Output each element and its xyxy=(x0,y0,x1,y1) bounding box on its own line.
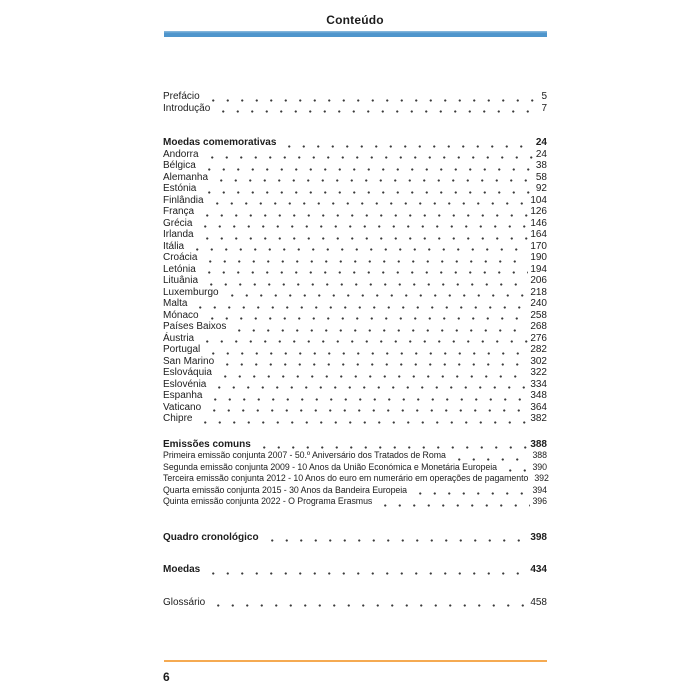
toc-row xyxy=(163,229,547,241)
toc-page-number: 24 xyxy=(535,137,547,148)
toc-page-number: 38 xyxy=(535,160,547,171)
toc-row xyxy=(163,137,547,149)
toc-page-number: 194 xyxy=(530,263,547,275)
toc-row xyxy=(163,241,547,253)
toc-entry-label: Estónia xyxy=(163,183,197,194)
toc-dot-leader xyxy=(201,255,528,263)
toc-page-number: 458 xyxy=(530,596,547,608)
toc-page-number: 164 xyxy=(530,229,547,240)
toc-row xyxy=(163,183,547,195)
toc-row xyxy=(163,252,547,264)
toc-page-number: 348 xyxy=(530,390,547,401)
toc-entry-label: Quarta emissão conjunta 2015 - 30 Anos da Bandeira Europeia xyxy=(163,484,408,495)
toc-page-number: 388 xyxy=(532,450,547,460)
toc-row xyxy=(163,462,547,474)
toc-entry-label: França xyxy=(163,206,195,217)
toc-entry-label: Malta xyxy=(163,298,188,309)
toc-page-number: 190 xyxy=(530,252,547,263)
toc-page-number: 92 xyxy=(535,183,547,194)
toc-page-number: 24 xyxy=(535,148,547,160)
toc-page-number: 104 xyxy=(530,194,547,206)
toc-page-number: 398 xyxy=(530,531,547,543)
toc-dot-leader xyxy=(216,370,528,378)
toc-dot-leader xyxy=(214,105,539,113)
toc-entry-label: Mónaco xyxy=(163,309,199,321)
toc-entry-label: Chipre xyxy=(163,413,193,424)
toc-page-number: 276 xyxy=(530,332,547,344)
toc-page-number: 322 xyxy=(530,367,547,378)
toc-page-number: 7 xyxy=(541,102,547,114)
toc-entry-label: Segunda emissão conjunta 2009 - 10 Anos da União Económica e Monetária Europeia xyxy=(163,461,497,472)
toc-row xyxy=(163,379,547,391)
header-rule xyxy=(164,31,547,37)
toc-page-number: 334 xyxy=(530,378,547,390)
toc-row xyxy=(163,103,547,115)
toc-row xyxy=(163,195,547,207)
toc-dot-leader xyxy=(196,220,528,228)
toc-page-number: 258 xyxy=(530,309,547,321)
toc-dot-leader xyxy=(212,174,534,182)
toc-dot-leader xyxy=(200,186,534,194)
toc-row xyxy=(163,402,547,414)
toc-group-glossary xyxy=(163,597,547,609)
toc-page-number: 394 xyxy=(532,484,547,495)
toc-entry-label: Andorra xyxy=(163,148,199,160)
toc-dot-leader xyxy=(501,464,530,472)
toc-entry-label: Moedas xyxy=(163,564,201,575)
toc-entry-label: Lituânia xyxy=(163,275,199,286)
toc-entry-label: Países Baixos xyxy=(163,321,227,332)
toc-entry-label: Eslováquia xyxy=(163,367,212,378)
toc-dot-leader xyxy=(200,266,529,274)
toc-dot-leader xyxy=(204,567,528,575)
toc-entry-label: Letónia xyxy=(163,263,196,275)
toc-entry-label: Finlândia xyxy=(163,194,204,206)
toc-entry-label: Emissões comuns xyxy=(163,438,251,450)
toc-entry-label: Introdução xyxy=(163,102,211,114)
toc-page-number: 302 xyxy=(530,355,547,367)
toc-row xyxy=(163,206,547,218)
toc-dot-leader xyxy=(376,499,530,507)
toc-group-coins xyxy=(163,564,547,576)
toc-dot-leader xyxy=(202,278,528,286)
toc-row xyxy=(163,439,547,451)
toc-entry-label: Prefácio xyxy=(163,91,200,102)
toc-entry-label: Croácia xyxy=(163,252,198,263)
toc-row xyxy=(163,597,547,609)
toc-row xyxy=(163,264,547,276)
toc-dot-leader xyxy=(280,140,533,148)
toc-entry-label: Grécia xyxy=(163,217,193,229)
toc-row xyxy=(163,356,547,368)
toc-dot-leader xyxy=(230,324,528,332)
toc-row xyxy=(163,496,547,508)
toc-entry-label: Primeira emissão conjunta 2007 - 50.º Aniversário dos Tratados de Roma xyxy=(163,450,446,460)
toc-dot-leader xyxy=(203,151,534,159)
toc-dot-leader xyxy=(210,381,528,389)
toc-entry-label: Quadro cronológico xyxy=(163,531,259,543)
toc-page-number: 382 xyxy=(530,413,547,424)
toc-page-number: 5 xyxy=(541,91,547,102)
toc-dot-leader xyxy=(203,312,529,320)
toc-page-number: 218 xyxy=(530,286,547,298)
toc-page-number: 206 xyxy=(530,275,547,286)
toc-group-joint-issues xyxy=(163,439,547,508)
toc-row xyxy=(163,149,547,161)
toc-page-number: 392 xyxy=(534,473,549,483)
toc-row xyxy=(163,532,547,544)
toc-entry-label: Quinta emissão conjunta 2022 - O Programa Erasmus xyxy=(163,496,373,506)
toc-row xyxy=(163,390,547,402)
footer-rule xyxy=(164,660,547,662)
toc-row xyxy=(163,485,547,497)
toc-entry-label: Moedas comemorativas xyxy=(163,137,277,148)
footer-page-number: 6 xyxy=(163,670,170,684)
toc-entry-label: San Marino xyxy=(163,355,215,367)
toc-page-number: 240 xyxy=(530,298,547,309)
toc-dot-leader xyxy=(196,416,528,424)
toc-entry-label: Vaticano xyxy=(163,401,202,413)
toc-dot-leader xyxy=(205,404,528,412)
toc-page-number: 126 xyxy=(530,206,547,217)
toc-row xyxy=(163,564,547,576)
toc-row xyxy=(163,333,547,345)
toc-dot-leader xyxy=(209,599,528,607)
toc-group-chronological-table xyxy=(163,532,547,544)
toc-row xyxy=(163,413,547,425)
toc-row xyxy=(163,321,547,333)
toc-row xyxy=(163,91,547,103)
toc-dot-leader xyxy=(191,301,528,309)
toc-dot-leader xyxy=(200,163,534,171)
toc-group-commemorative-coins xyxy=(163,137,547,425)
toc-row xyxy=(163,450,547,462)
toc-dot-leader xyxy=(204,94,540,102)
toc-entry-label: Bélgica xyxy=(163,160,196,171)
toc-row xyxy=(163,275,547,287)
toc-page-number: 388 xyxy=(530,438,547,450)
toc-entry-label: Alemanha xyxy=(163,171,209,183)
toc-page-number: 268 xyxy=(530,321,547,332)
toc-row xyxy=(163,473,547,485)
toc-page-number: 396 xyxy=(532,496,547,506)
toc-group-front-matter xyxy=(163,91,547,114)
toc-dot-leader xyxy=(263,534,529,542)
toc-dot-leader xyxy=(188,243,528,251)
toc-page-number: 58 xyxy=(535,171,547,183)
toc-page-number: 170 xyxy=(530,240,547,252)
toc-entry-label: Luxemburgo xyxy=(163,286,219,298)
toc-entry-label: Portugal xyxy=(163,344,201,355)
page-title: Conteúdo xyxy=(326,13,384,27)
toc-row xyxy=(163,367,547,379)
toc-row xyxy=(163,310,547,322)
toc-entry-label: Eslovénia xyxy=(163,378,207,390)
toc-page-number: 434 xyxy=(530,564,547,575)
toc-row xyxy=(163,172,547,184)
toc-entry-label: Áustria xyxy=(163,332,195,344)
toc-dot-leader xyxy=(255,441,529,449)
toc-entry-label: Irlanda xyxy=(163,229,194,240)
toc-row xyxy=(163,160,547,172)
toc-entry-label: Glossário xyxy=(163,596,206,608)
toc-entry-label: Itália xyxy=(163,240,185,252)
toc-dot-leader xyxy=(198,209,528,217)
table-of-contents xyxy=(163,91,547,608)
toc-row xyxy=(163,298,547,310)
toc-dot-leader xyxy=(218,358,528,366)
toc-dot-leader xyxy=(208,197,529,205)
toc-dot-leader xyxy=(223,289,529,297)
toc-entry-label: Espanha xyxy=(163,390,203,401)
toc-dot-leader xyxy=(206,393,528,401)
toc-dot-leader xyxy=(204,347,528,355)
toc-dot-leader xyxy=(198,232,529,240)
toc-row xyxy=(163,218,547,230)
toc-entry-label: Terceira emissão conjunta 2012 - 10 Anos do euro em numerário em operações de pagamento xyxy=(163,473,529,483)
toc-row xyxy=(163,287,547,299)
toc-dot-leader xyxy=(411,487,530,495)
toc-dot-leader xyxy=(450,453,531,461)
toc-page-number: 390 xyxy=(532,461,547,472)
toc-page-number: 282 xyxy=(530,344,547,355)
toc-page-number: 146 xyxy=(530,217,547,229)
toc-row xyxy=(163,344,547,356)
toc-page-number: 364 xyxy=(530,401,547,413)
toc-dot-leader xyxy=(198,335,528,343)
